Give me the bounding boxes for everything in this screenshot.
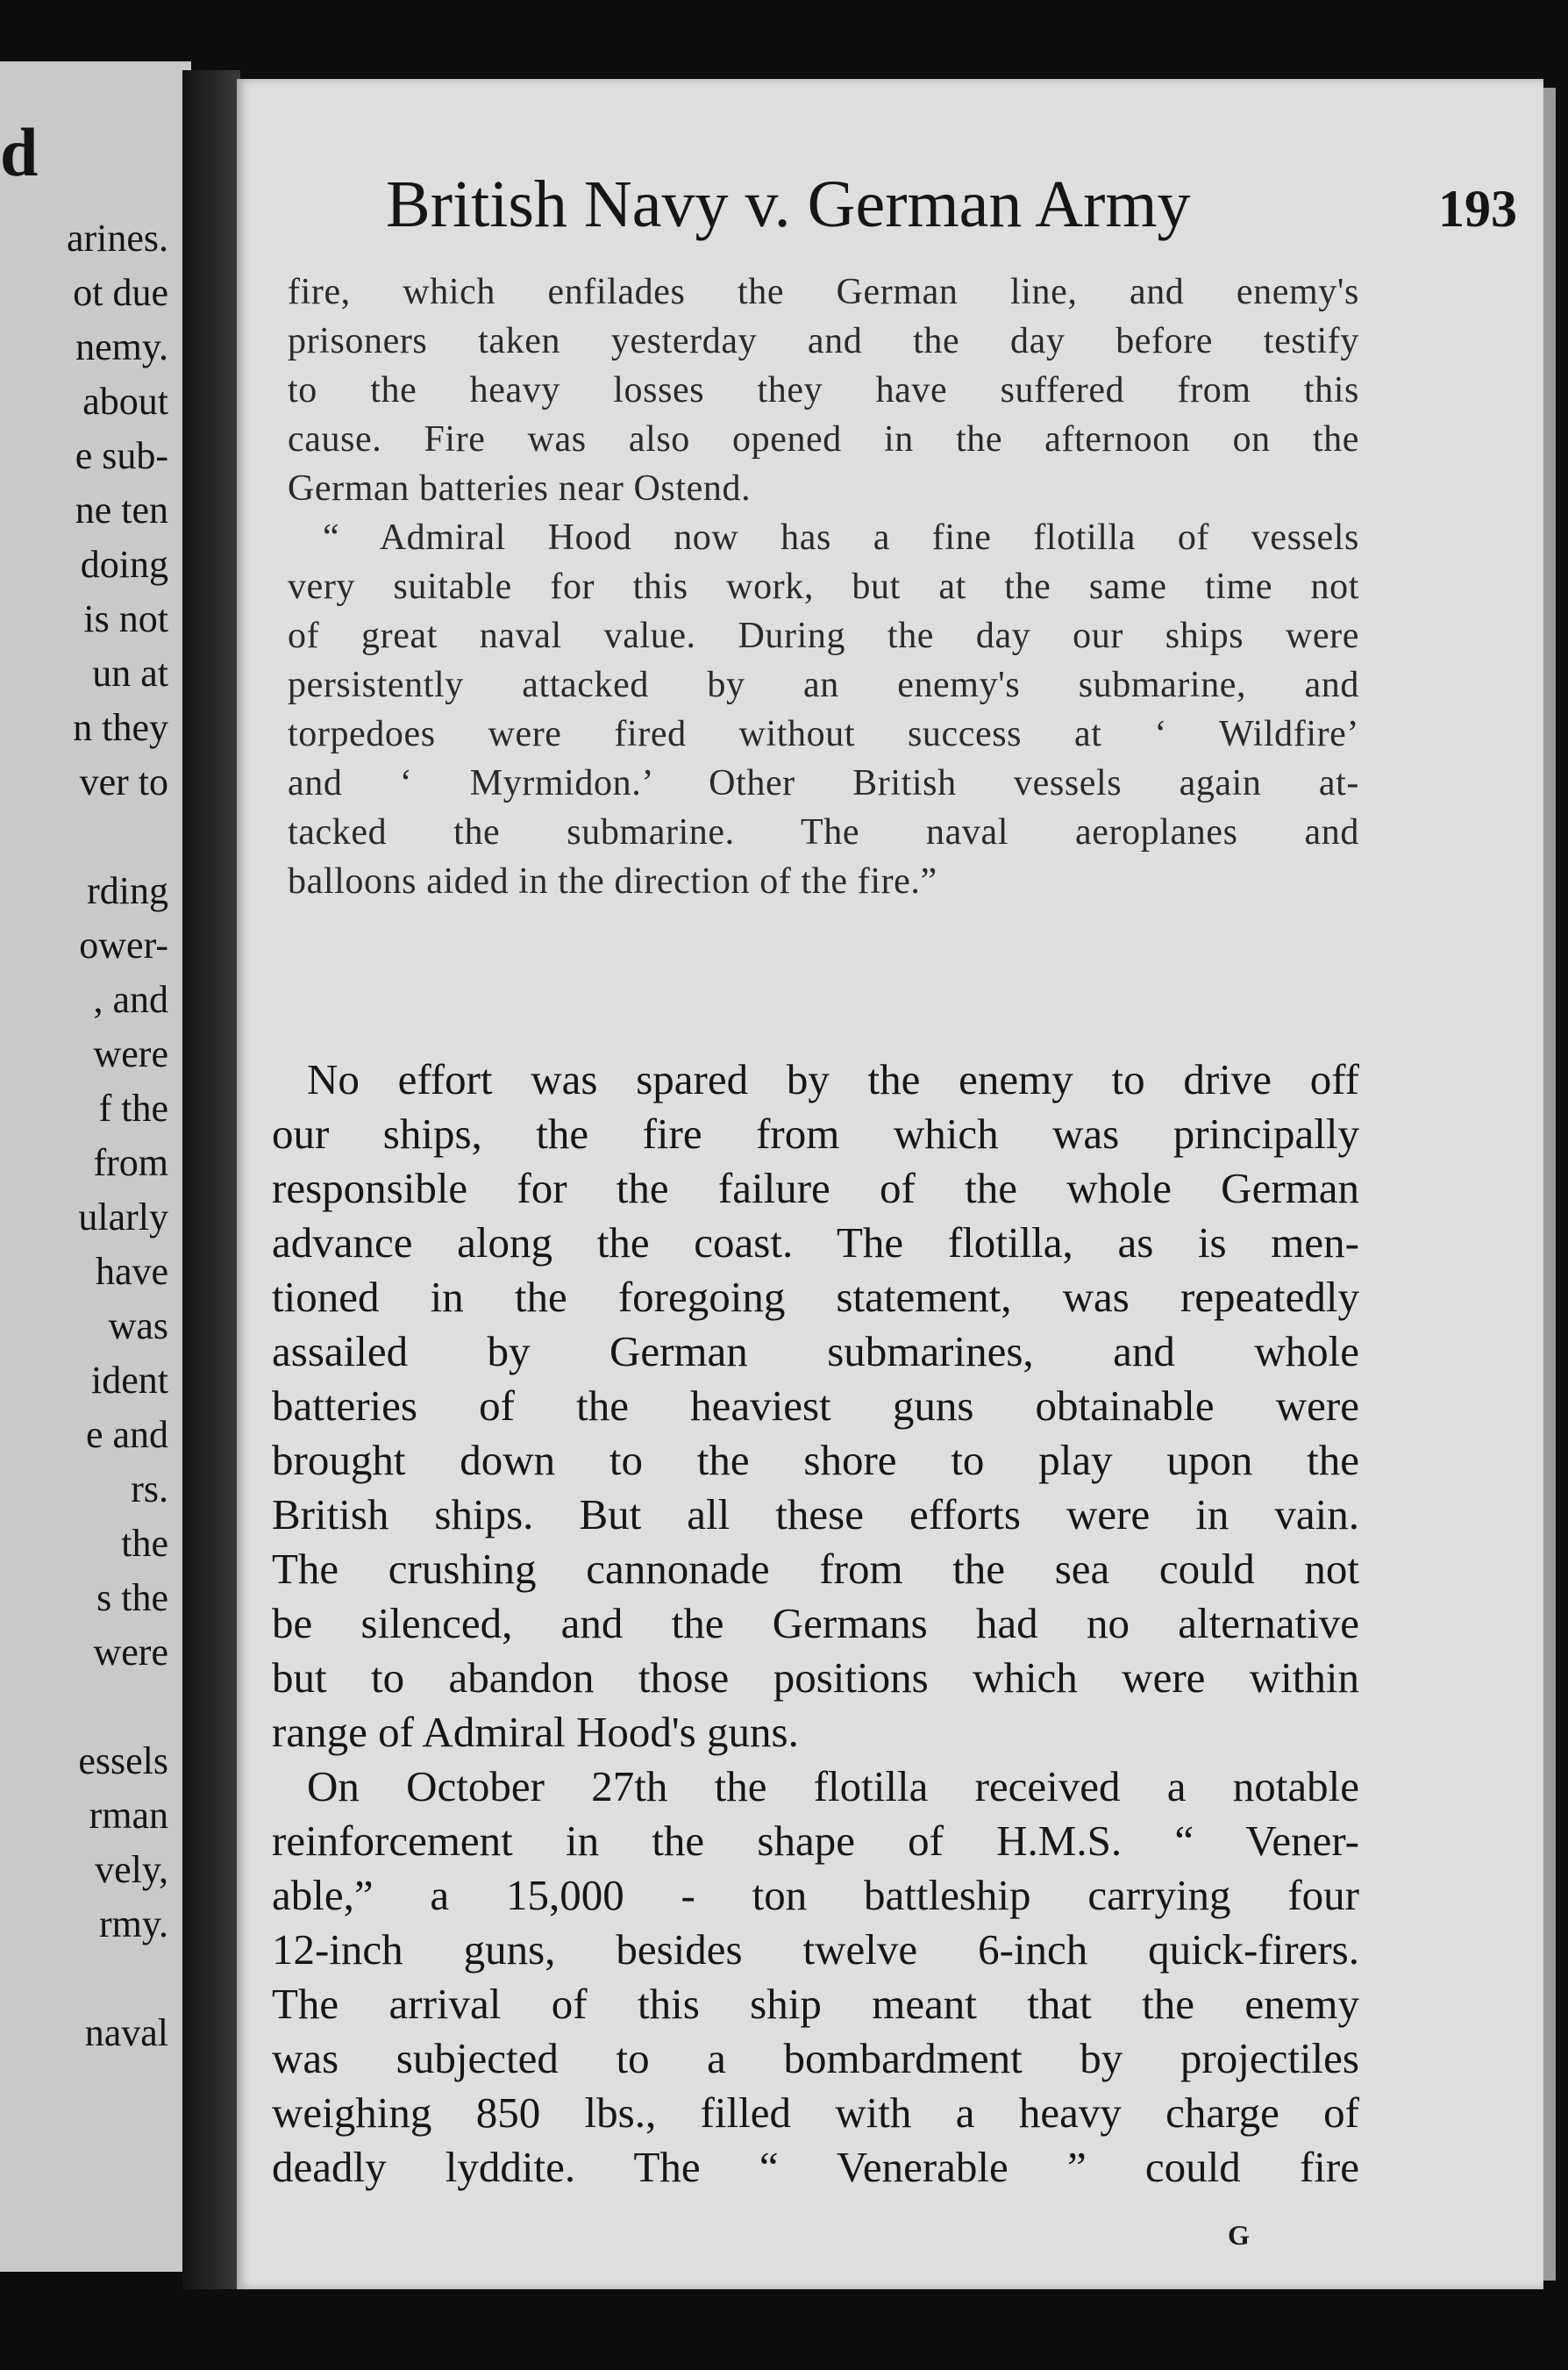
body-line: The crushing cannonade from the sea could not (272, 1545, 1359, 1593)
quote-line: of great naval value. During the day our ships were (288, 616, 1359, 656)
body-line: weighing 850 lbs., filled with a heavy charge of (272, 2088, 1359, 2137)
body-line: On October 27th the flotilla received a notable (307, 1762, 1359, 1810)
facing-page-line: is not (83, 597, 168, 640)
quote-line: and ‘ Myrmidon.’ Other British vessels again at- (288, 763, 1359, 803)
facing-page-line: rman (89, 1794, 168, 1837)
body-line: 12-inch guns, besides twelve 6-inch quick-firers. (272, 1925, 1359, 1974)
facing-page-line: n they (73, 706, 168, 749)
facing-page-line: un at (92, 652, 168, 695)
body-line: brought down to the shore to play upon the (272, 1436, 1359, 1484)
page-edge (1543, 88, 1556, 2281)
signature-mark: G (1228, 2219, 1250, 2251)
body-line: reinforcement in the shape of H.M.S. “ Vener- (272, 1817, 1359, 1865)
quote-line: German batteries near Ostend. (288, 468, 752, 509)
body-line: responsible for the failure of the whole German (272, 1164, 1359, 1212)
facing-page-line: ower- (79, 924, 168, 967)
running-title: British Navy v. German Army (386, 168, 1191, 241)
facing-page-line: ver to (79, 760, 168, 803)
facing-page-line: e sub- (75, 434, 168, 477)
facing-page-line: nemy. (75, 325, 168, 368)
facing-page-line: e and (85, 1413, 168, 1456)
facing-page-line: vely, (95, 1848, 168, 1891)
page-number: 193 (1438, 180, 1517, 238)
facing-page-line: ot due (73, 271, 168, 314)
running-head (386, 167, 1568, 243)
facing-page-line: ularly (78, 1196, 168, 1239)
facing-page-line: rs. (131, 1467, 168, 1510)
body-line: able,” a 15,000 - ton battleship carrying four (272, 1871, 1359, 1919)
body-line: range of Admiral Hood's guns. (272, 1708, 799, 1756)
body-line: but to abandon those positions which were within (272, 1653, 1359, 1702)
body-line: tioned in the foregoing statement, was repeatedly (272, 1273, 1359, 1321)
quote-line: tacked the submarine. The naval aeroplanes and (288, 812, 1359, 853)
facing-page-line: , and (93, 978, 168, 1021)
body-line: our ships, the fire from which was principally (272, 1110, 1359, 1158)
facing-page-line: rding (87, 869, 168, 912)
facing-page-line: ne ten (75, 489, 168, 532)
quote-line: fire, which enfilades the German line, and enemy's (288, 272, 1359, 312)
facing-page-line: from (93, 1141, 168, 1184)
body-line: assailed by German submarines, and whole (272, 1327, 1359, 1375)
facing-page-heading: d (0, 114, 39, 190)
quote-line: prisoners taken yesterday and the day before testify (288, 321, 1359, 361)
facing-page-line: f the (98, 1087, 168, 1130)
quoted-report (288, 268, 1359, 906)
body-line: batteries of the heaviest guns obtainable were (272, 1381, 1359, 1430)
quote-line: to the heavy losses they have suffered from this (288, 370, 1359, 410)
facing-page-line: arines. (66, 217, 168, 260)
facing-page-line: rmy. (98, 1902, 168, 1945)
facing-page-line: s the (96, 1576, 168, 1619)
facing-page-line: essels (78, 1739, 168, 1782)
body-line: The arrival of this ship meant that the enemy (272, 1980, 1359, 2028)
facing-page-line: the (121, 1522, 168, 1565)
facing-page-line: were (93, 1032, 168, 1075)
facing-page-line: doing (80, 543, 168, 586)
facing-page-line: ident (91, 1359, 168, 1402)
body-line: No effort was spared by the enemy to drive off (307, 1055, 1359, 1103)
body-text (272, 1053, 1359, 2195)
body-line: deadly lyddite. The “ Venerable ” could fire (272, 2143, 1359, 2191)
book-page (237, 79, 1543, 2289)
body-line: advance along the coast. The flotilla, as is men- (272, 1218, 1359, 1267)
body-line: British ships. But all these efforts were in vain. (272, 1490, 1359, 1538)
body-line: was subjected to a bombardment by projectiles (272, 2034, 1359, 2082)
facing-page-line: about (82, 380, 168, 423)
body-line: be silenced, and the Germans had no alternative (272, 1599, 1359, 1647)
quote-line: persistently attacked by an enemy's submarine, and (288, 665, 1359, 705)
quote-line: very suitable for this work, but at the same time not (288, 567, 1359, 607)
quote-line: “ Admiral Hood now has a fine flotilla of vessels (323, 518, 1359, 558)
facing-page-line: have (95, 1250, 168, 1293)
quote-line: cause. Fire was also opened in the afternoon on the (288, 419, 1359, 460)
facing-page-line: were (93, 1631, 168, 1674)
quote-line: torpedoes were fired without success at ‘ Wildfire’ (288, 714, 1359, 754)
quote-line: balloons aided in the direction of the fire.” (288, 861, 937, 902)
facing-page-line: naval (84, 2011, 168, 2054)
facing-page (0, 61, 191, 2272)
facing-page-line: was (108, 1304, 168, 1347)
book-gutter (182, 70, 240, 2289)
